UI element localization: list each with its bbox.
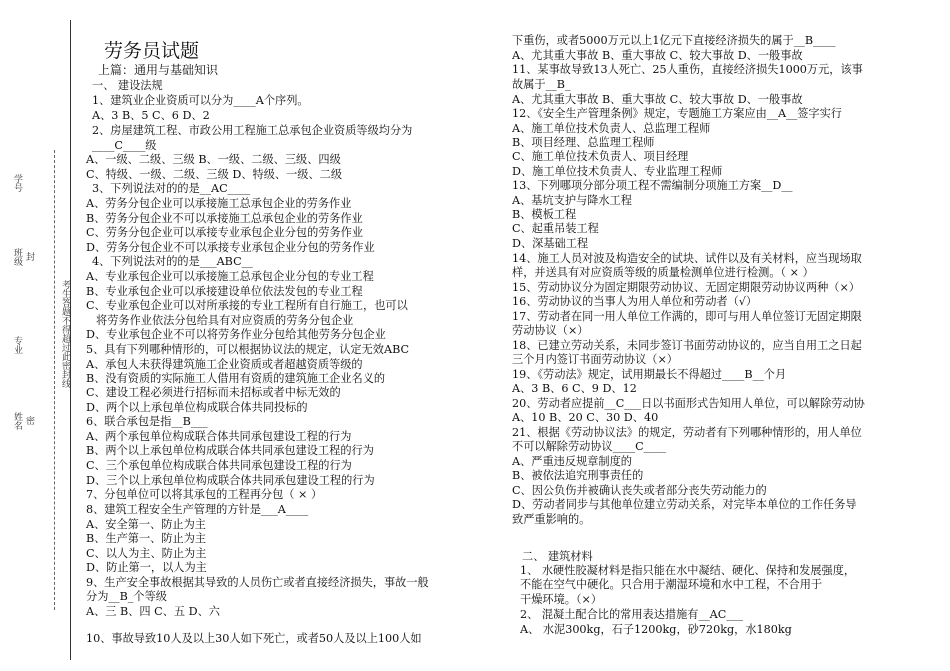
left-line-17: B、专业承包企业可以承接建设单位依法发包的专业工程	[86, 285, 363, 298]
right-line-40: 2、 混凝土配合比的常用表达措施有__AC___	[520, 608, 744, 621]
left-line-26: 6、联合承包是指__B___	[86, 415, 208, 428]
right-line-29: 不可以解除劳动协议____C____	[512, 440, 666, 453]
right-line-38: 不能在空气中硬化。只合用于潮湿环境和水中工程，不合用于	[520, 578, 823, 591]
left-line-22: A、承包人未获得建筑施工企业资质或者超越资质等级的	[86, 358, 363, 371]
right-line-32: C、因公负伤并被确认丧失或者部分丧失劳动能力的	[512, 484, 767, 497]
right-line-41: A、 水泥300kg，石子1200kg，砂720kg，水180kg	[520, 623, 792, 636]
name-label: 姓名	[12, 412, 22, 430]
left-line-25: D、两个以上承包单位构成联合体共同投标的	[86, 401, 308, 414]
right-line-19: 16、劳动协议的当事人为用人单位和劳动者（√）	[512, 295, 758, 308]
seal-mark-mid: 密	[24, 416, 34, 425]
right-line-21: 劳动协议（×）	[512, 324, 589, 337]
right-line-18: 15、劳动协议分为固定期限劳动协议、无固定期限劳动协议两种（×）	[512, 281, 861, 294]
right-line-23: 三个月内签订书面劳动协议（×）	[512, 353, 678, 366]
right-line-6: 12、《安全生产管理条例》规定，专题施工方案应由__A__签字实行	[512, 107, 842, 120]
left-line-23: B、没有资质的实际施工人借用有资质的建筑施工企业名义的	[86, 372, 386, 385]
binding-margin	[0, 0, 80, 671]
left-line-24: C、建设工程必须进行招标而未招标或者中标无效的	[86, 386, 341, 399]
right-line-27: A、10 B、20 C、30 D、40	[512, 411, 659, 424]
left-line-30: D、三个以上承包单位构成联合体共同承包建设工程的行为	[86, 474, 375, 487]
right-line-33: D、劳动者同步与其他单位建立劳动关系，对完毕本单位的工作任务导	[512, 498, 857, 511]
left-line-37: 9、生产安全事故根据其导致的人员伤亡或者直接经济损失，事故一般	[86, 576, 429, 589]
left-line-2: 上篇：通用与基础知识	[98, 63, 219, 77]
student-id-label: 学号	[12, 174, 22, 192]
left-line-13: C、劳务分包企业可以承接专业承包企业分包的劳务作业	[86, 226, 364, 239]
left-line-10: 3、下列说法对的的是__AC____	[92, 182, 251, 195]
right-line-11: 13、下列哪项分部分项工程不需编制分项施工方案__D__	[512, 179, 793, 192]
left-line-6: 2、房屋建筑工程、市政公用工程施工总承包企业资质等级均分为	[92, 124, 413, 137]
left-line-16: A、专业承包企业可以承接施工总承包企业分包的专业工程	[86, 270, 374, 283]
right-line-36: 二、 建筑材料	[522, 550, 593, 563]
right-line-8: B、项目经理、总监理工程师	[512, 136, 655, 149]
seal-notice: 考生答题不得超过此密封线	[60, 280, 70, 388]
right-line-31: B、被依法追究刑事责任的	[512, 469, 644, 482]
right-line-5: A、尤其重大事故 B、重大事故 C、较大事故 D、一般事故	[512, 93, 803, 106]
right-line-17: 样，并送具有对应资质等级的质量检测单位进行检测。（ × ）	[512, 266, 814, 279]
left-line-40: 10、事故导致10人及以上30人如下死亡，或者50人及以上100人如	[86, 632, 422, 645]
left-line-38: 分为__B_个等级	[86, 590, 167, 603]
left-line-31: 7、分包单位可以将其承包的工程再分包（ × ）	[86, 488, 323, 501]
right-line-7: A、施工单位技术负责人、总监理工程师	[512, 122, 711, 135]
right-line-25: A、3 B、6 C、9 D、12	[512, 382, 637, 395]
left-line-3: 一、 建设法规	[92, 79, 163, 92]
left-line-7: ____C____级	[92, 139, 157, 152]
left-line-33: A、安全第一、防止为主	[86, 518, 206, 531]
right-line-39: 干燥环境。（×）	[520, 593, 603, 606]
right-line-16: 14、施工人员对波及构造安全的试块、试件以及有关材料，应当现场取	[512, 252, 862, 265]
right-line-10: D、施工单位技术负责人、专业监理工程师	[512, 165, 723, 178]
left-line-35: C、以人为主、防止为主	[86, 547, 207, 560]
right-line-24: 19、《劳动法》规定，试用期最长不得超过____B__个月	[512, 368, 787, 381]
right-line-1: 下重伤，或者5000万元以上1亿元下直接经济损失的属于__B____	[512, 34, 836, 47]
seal-line	[70, 20, 71, 660]
right-line-37: 1、 水硬性胶凝材料是指只能在水中凝结、硬化、保持和发展强度，	[520, 564, 856, 577]
left-line-28: B、两个以上承包单位构成联合体共同承包建设工程的行为	[86, 444, 374, 457]
class-label: 班级	[12, 248, 22, 266]
seal-mark-top: 封	[24, 252, 34, 261]
right-line-9: C、施工单位技术负责人、项目经理	[512, 150, 689, 163]
left-line-20: D、专业承包企业不可以将劳务作业分包给其他劳务分包企业	[86, 328, 386, 341]
right-line-34: 致严重影响的。	[512, 513, 591, 526]
right-line-13: B、模板工程	[512, 208, 577, 221]
left-line-29: C、三个承包单位构成联合体共同承包建设工程的行为	[86, 459, 352, 472]
left-line-34: B、生产第一、防止为主	[86, 532, 207, 545]
right-line-15: D、深基础工程	[512, 237, 589, 250]
left-line-8: A、一级、二级、三级 B、一级、二级、三级、四级	[86, 153, 341, 166]
left-line-12: B、劳务分包企业不可以承接施工总承包企业的劳务作业	[86, 212, 363, 225]
left-line-36: D、防止第一，以人为主	[86, 561, 207, 574]
left-line-18: C、专业承包企业可以对所承接的专业工程所有自行施工，也可以	[86, 299, 408, 312]
left-line-32: 8、建筑工程安全生产管理的方针是___A____	[86, 503, 309, 516]
right-line-14: C、起重吊装工程	[512, 222, 599, 235]
right-line-2: A、尤其重大事故 B、重大事故 C、较大事故 D、一般事故	[512, 49, 803, 62]
left-line-21: 5、具有下列哪种情形的，可以根据协议法的规定，认定无效ABC	[86, 343, 410, 356]
right-line-26: 20、劳动者应提前__C___日以书面形式告知用人单位，可以解除劳动协	[512, 397, 865, 410]
left-line-14: D、劳务分包企业不可以承接专业承包企业分包的劳务作业	[86, 241, 375, 254]
right-line-12: A、基坑支护与降水工程	[512, 194, 632, 207]
left-line-39: A、三 B、四 C、五 D、六	[86, 605, 220, 618]
left-line-15: 4、下列说法对的的是___ABC__	[92, 255, 253, 268]
left-line-27: A、两个承包单位构成联合体共同承包建设工程的行为	[86, 430, 352, 443]
right-line-28: 21、根据《劳动协议法》的规定，劳动者有下列哪种情形的，用人单位	[512, 426, 862, 439]
left-line-19: 将劳务作业依法分包给具有对应资质的劳务分包企业	[96, 314, 354, 327]
left-line-1: 劳务员试题	[104, 40, 200, 62]
right-line-3: 11、某事故导致13人死亡、25人重伤，直接经济损失1000万元，该事	[512, 63, 863, 76]
right-line-22: 18、已建立劳动关系，未同步签订书面劳动协议的，应当自用工之日起	[512, 339, 862, 352]
right-line-30: A、严重违反规章制度的	[512, 455, 632, 468]
left-line-11: A、劳务分包企业可以承接施工总承包企业的劳务作业	[86, 197, 352, 210]
right-line-20: 17、劳动者在同一用人单位工作满的，即可与用人单位签订无固定期限	[512, 310, 862, 323]
left-line-5: A、3 B、5 C、6 D、2	[92, 109, 210, 122]
left-line-9: C、特级、一级、二级、三级 D、特级、一级、二级	[86, 168, 343, 181]
major-label: 专业	[12, 336, 22, 354]
seal-dashed-line	[54, 150, 55, 610]
left-line-4: 1、建筑业企业资质可以分为____A个序列。	[92, 94, 309, 107]
right-line-4: 故属于__B_	[512, 78, 571, 91]
